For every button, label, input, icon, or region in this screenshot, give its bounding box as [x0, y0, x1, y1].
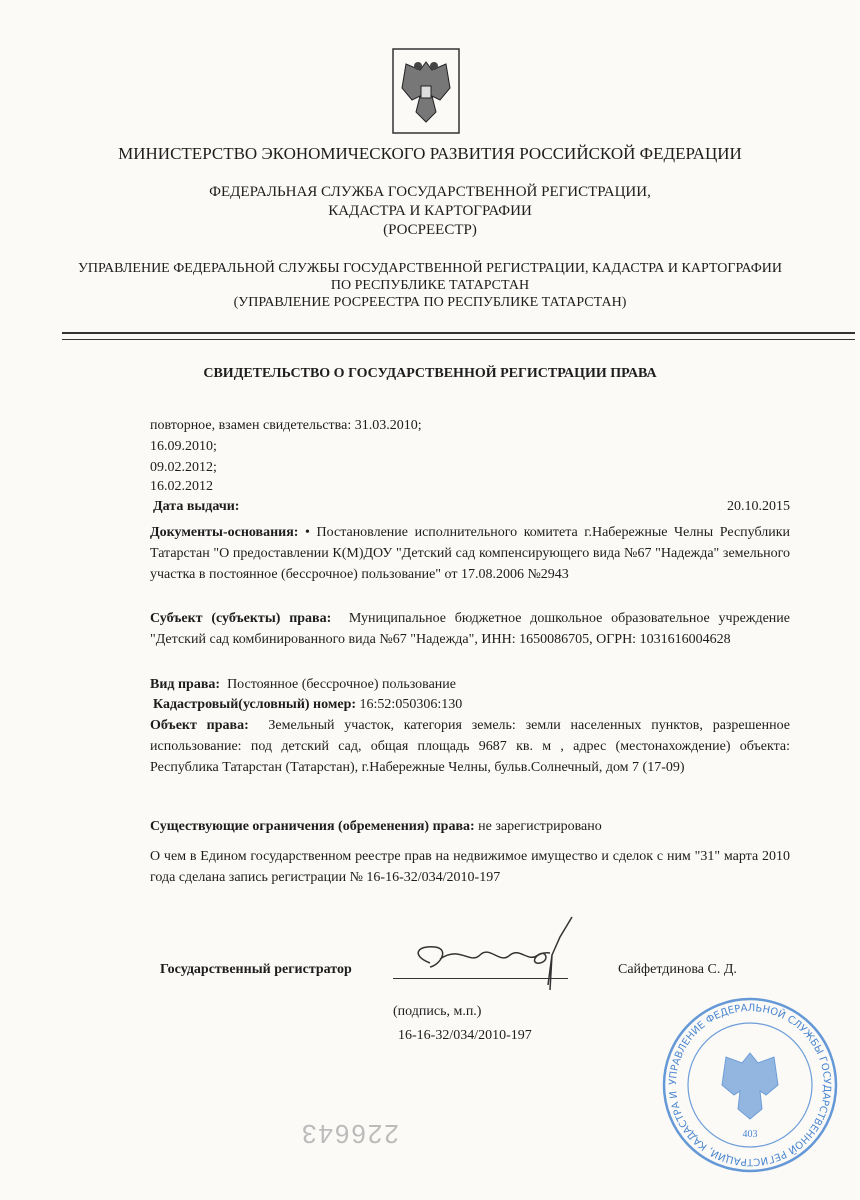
registrar-role: Государственный регистратор: [160, 962, 352, 977]
documents-label: Документы-основания:: [150, 525, 299, 540]
stamp-number: 403: [742, 1129, 758, 1140]
serial-number: 226643: [300, 1119, 399, 1149]
handwritten-signature: [400, 915, 590, 1010]
department-heading: [0, 260, 860, 311]
documents-value: • Постановление исполнительного комитета г.Набережные Челны Республики Татарстан "О предоставлении К(М)ДОУ "Детский сад компенсирующего вида №67 "Надежда" земельного участка в постоянное (бессрочное) пользование" от 17.08.2006 №2943: [150, 525, 791, 582]
coat-of-arms-emblem: [392, 48, 460, 134]
department-line: УПРАВЛЕНИЕ ФЕДЕРАЛЬНОЙ СЛУЖБЫ ГОСУДАРСТВЕННОЙ РЕГИСТРАЦИИ, КАДАСТРА И КАРТОГРАФИИ: [77, 261, 782, 276]
issue-date-label: Дата выдачи:: [153, 499, 240, 514]
cadastral-value: 16:52:050306:130: [359, 697, 463, 712]
reissue-block: [150, 415, 790, 517]
documents-section: [150, 522, 790, 585]
signature-line: [393, 978, 568, 979]
reissue-line: 16.09.2010;: [150, 439, 217, 454]
service-line: ФЕДЕРАЛЬНАЯ СЛУЖБА ГОСУДАРСТВЕННОЙ РЕГИСТРАЦИИ,: [209, 184, 651, 200]
service-line: КАДАСТРА И КАРТОГРАФИИ: [328, 203, 532, 219]
issue-date-row: [150, 496, 790, 517]
restrictions-label: Существующие ограничения (обременения) права:: [150, 819, 475, 834]
divider: [62, 332, 855, 334]
subject-value: Муниципальное бюджетное дошкольное образовательное учреждение "Детский сад комбинированного вида №67 "Надежда", ИНН: 1650086705, ОГРН: 1031616004628: [150, 611, 791, 647]
cadastral-label: Кадастровый(условный) номер:: [153, 697, 357, 712]
right-type-label: Вид права:: [150, 677, 221, 692]
issue-date-value: 20.10.2015: [727, 499, 790, 514]
registrar-name: Сайфетдинова С. Д.: [618, 962, 737, 977]
signature-record-number: 16-16-32/034/2010-197: [398, 1028, 532, 1043]
subject-label: Субъект (субъекты) права:: [150, 611, 332, 626]
object-value: Земельный участок, категория земель: земли населенных пунктов, разрешенное использование: под детский сад, общая площадь 9687 кв. м , адрес (местонахождение) объекта: Республика Татарстан (Татарстан), г.Набережные Челны, бульв.Солнечный, дом 7 (17-09): [150, 718, 791, 775]
right-section: [150, 674, 790, 778]
official-stamp: [660, 995, 840, 1180]
service-line: (РОСРЕЕСТР): [383, 222, 477, 238]
restrictions-section: [150, 816, 790, 837]
registry-record: О чем в Едином государственном реестре прав на недвижимое имущество и сделок с ним "31" марта 2010 года сделана запись регистрации № 16-16-32/034/2010-197: [150, 849, 790, 885]
reissue-line: повторное, взамен свидетельства: 31.03.2010;: [150, 418, 422, 433]
restrictions-value: не зарегистрировано: [478, 819, 602, 834]
signature-caption: (подпись, м.п.): [393, 1004, 482, 1019]
right-type-value: Постоянное (бессрочное) пользование: [227, 677, 456, 692]
reissue-line: 09.02.2012;: [150, 460, 217, 475]
certificate-title: СВИДЕТЕЛЬСТВО О ГОСУДАРСТВЕННОЙ РЕГИСТРАЦИИ ПРАВА: [203, 366, 657, 381]
divider: [62, 339, 855, 340]
object-label: Объект права:: [150, 718, 249, 733]
service-heading: [0, 183, 860, 240]
reissue-line: 16.02.2012: [150, 479, 213, 494]
stamp-text: УПРАВЛЕНИЕ ФЕДЕРАЛЬНОЙ СЛУЖБЫ ГОСУДАРСТВЕННОЙ РЕГИСТРАЦИИ, КАДАСТРА И: [667, 1002, 833, 1168]
department-line: (УПРАВЛЕНИЕ РОСРЕЕСТРА ПО РЕСПУБЛИКЕ ТАТАРСТАН): [233, 295, 627, 310]
subject-section: [150, 608, 790, 650]
ministry-heading: МИНИСТЕРСТВО ЭКОНОМИЧЕСКОГО РАЗВИТИЯ РОССИЙСКОЙ ФЕДЕРАЦИИ: [118, 144, 742, 163]
department-line: ПО РЕСПУБЛИКЕ ТАТАРСТАН: [330, 278, 530, 293]
